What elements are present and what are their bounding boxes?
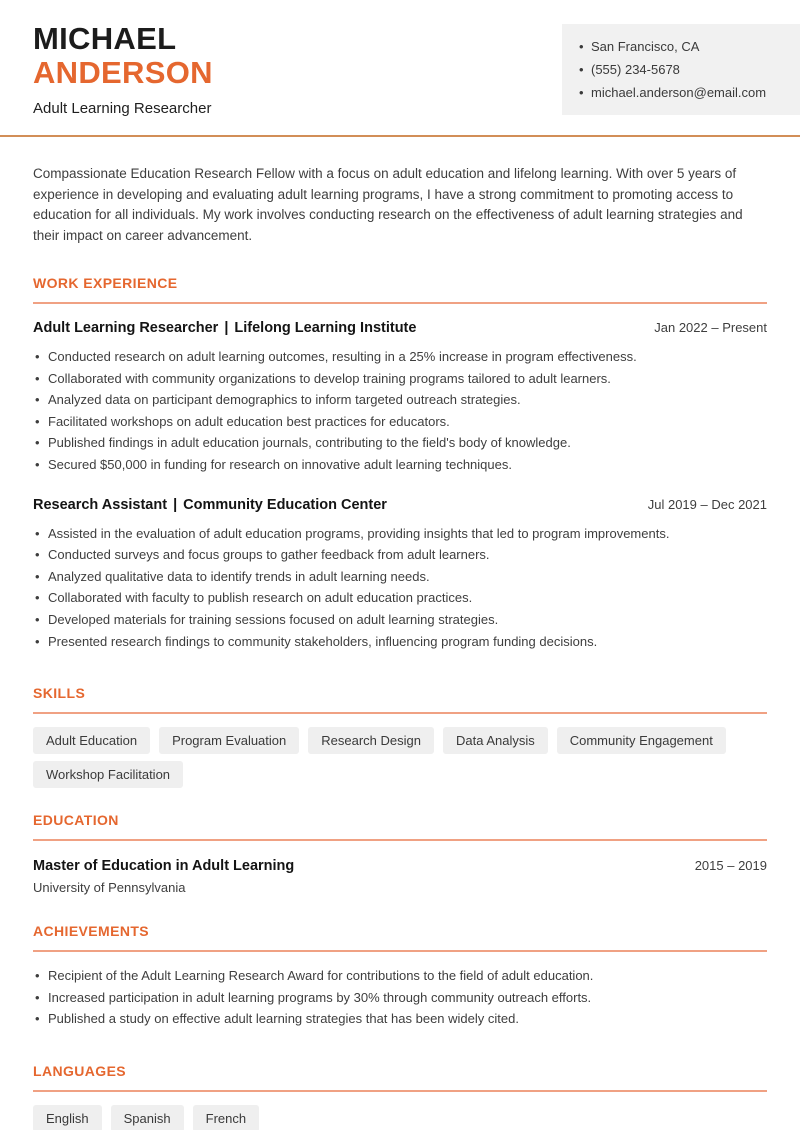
language-tag: French [193,1105,259,1130]
summary-text: Compassionate Education Research Fellow with a focus on adult education and lifelong learning. With over 5 years of experience in developing and evaluating adult learning programs, I have a strong commitment to promoting access to education for all individuals. My work involves conducting research on the effectiveness of adult learning strategies and their impact on career advancement. [33,166,743,243]
job-bullet: • Collaborated with community organizations to develop training programs tailored to adult learners. [33,368,767,390]
work-experience-heading: WORK EXPERIENCE [33,275,767,304]
section-achievements [33,923,767,1030]
section-skills [33,685,767,788]
first-name: MICHAEL [33,21,177,56]
job-company: Lifelong Learning Institute [234,320,417,336]
job-bullet: • Developed materials for training sessions focused on adult learning strategies. [33,609,767,631]
job-dates: Jul 2019 – Dec 2021 [647,496,767,512]
section-work-experience [33,275,767,652]
candidate-name [33,22,213,90]
job-header-row [33,320,767,336]
degree-title: Master of Education in Adult Learning [33,858,295,875]
job-role: Research Assistant [33,496,168,513]
languages-heading: LANGUAGES [33,1063,767,1092]
skill-tag: Data Analysis [443,727,548,754]
role-company-separator: | [173,496,178,513]
candidate-job-title: Adult Learning Researcher [33,100,212,117]
contact-location: • San Francisco, CA [579,35,792,58]
school-name: University of Pennsylvania [33,880,186,896]
skill-tag: Workshop Facilitation [33,761,183,788]
job-bullet: • Analyzed data on participant demographics to inform targeted outreach strategies. [33,389,767,411]
job-bullet: • Collaborated with faculty to publish research on adult education practices. [33,587,767,609]
role-company-separator: | [224,320,229,336]
education-header-row [33,858,767,874]
job-title-line [33,497,387,513]
section-education [33,812,767,895]
job-bullet: • Secured $50,000 in funding for research on innovative adult learning techniques. [33,454,767,476]
achievement-bullet: • Recipient of the Adult Learning Research Award for contributions to the field of adult education. [33,965,767,987]
job-dates: Jan 2022 – Present [654,320,767,335]
contact-card [562,24,800,115]
job-bullet-list [33,346,767,476]
job-bullet: • Presented research findings to community stakeholders, influencing program funding decisions. [33,631,767,653]
language-tag: English [33,1105,102,1130]
contact-phone: • (555) 234-5678 [579,58,792,81]
skills-heading: SKILLS [33,685,767,714]
job-role: Adult Learning Researcher [33,320,219,336]
job-entry [33,320,767,476]
achievement-bullet: • Increased participation in adult learning programs by 30% through community outreach efforts. [33,987,767,1009]
education-dates: 2015 – 2019 [694,858,767,874]
education-heading: EDUCATION [33,812,767,841]
job-title-line [33,320,416,336]
name-block [33,22,213,117]
last-name: ANDERSON [33,55,213,90]
job-bullet-list [33,523,767,653]
job-bullet: • Published findings in adult education journals, contributing to the field's body of knowledge. [33,432,767,454]
job-header-row [33,497,767,513]
skill-tag: Research Design [308,727,434,754]
job-bullet: • Conducted research on adult learning outcomes, resulting in a 25% increase in program effectiveness. [33,346,767,368]
job-entry [33,497,767,653]
language-tag: Spanish [111,1105,184,1130]
job-bullet: • Assisted in the evaluation of adult education programs, providing insights that led to program improvements. [33,523,767,545]
skill-tag-list [33,727,767,788]
job-bullet: • Facilitated workshops on adult education best practices for educators. [33,411,767,433]
resume-body [0,164,800,1130]
job-company: Community Education Center [183,496,387,513]
job-bullet: • Analyzed qualitative data to identify trends in adult learning needs. [33,566,767,588]
skill-tag: Program Evaluation [159,727,299,754]
achievements-heading: ACHIEVEMENTS [33,923,767,952]
achievement-list [33,965,767,1030]
achievement-bullet: • Published a study on effective adult learning strategies that has been widely cited. [33,1008,767,1030]
skill-tag: Community Engagement [557,727,726,754]
job-bullet: • Conducted surveys and focus groups to gather feedback from adult learners. [33,544,767,566]
skill-tag: Adult Education [33,727,150,754]
resume-header [0,0,800,137]
contact-email: • michael.anderson@email.com [579,81,792,104]
section-languages [33,1063,767,1130]
language-tag-list [33,1105,767,1130]
